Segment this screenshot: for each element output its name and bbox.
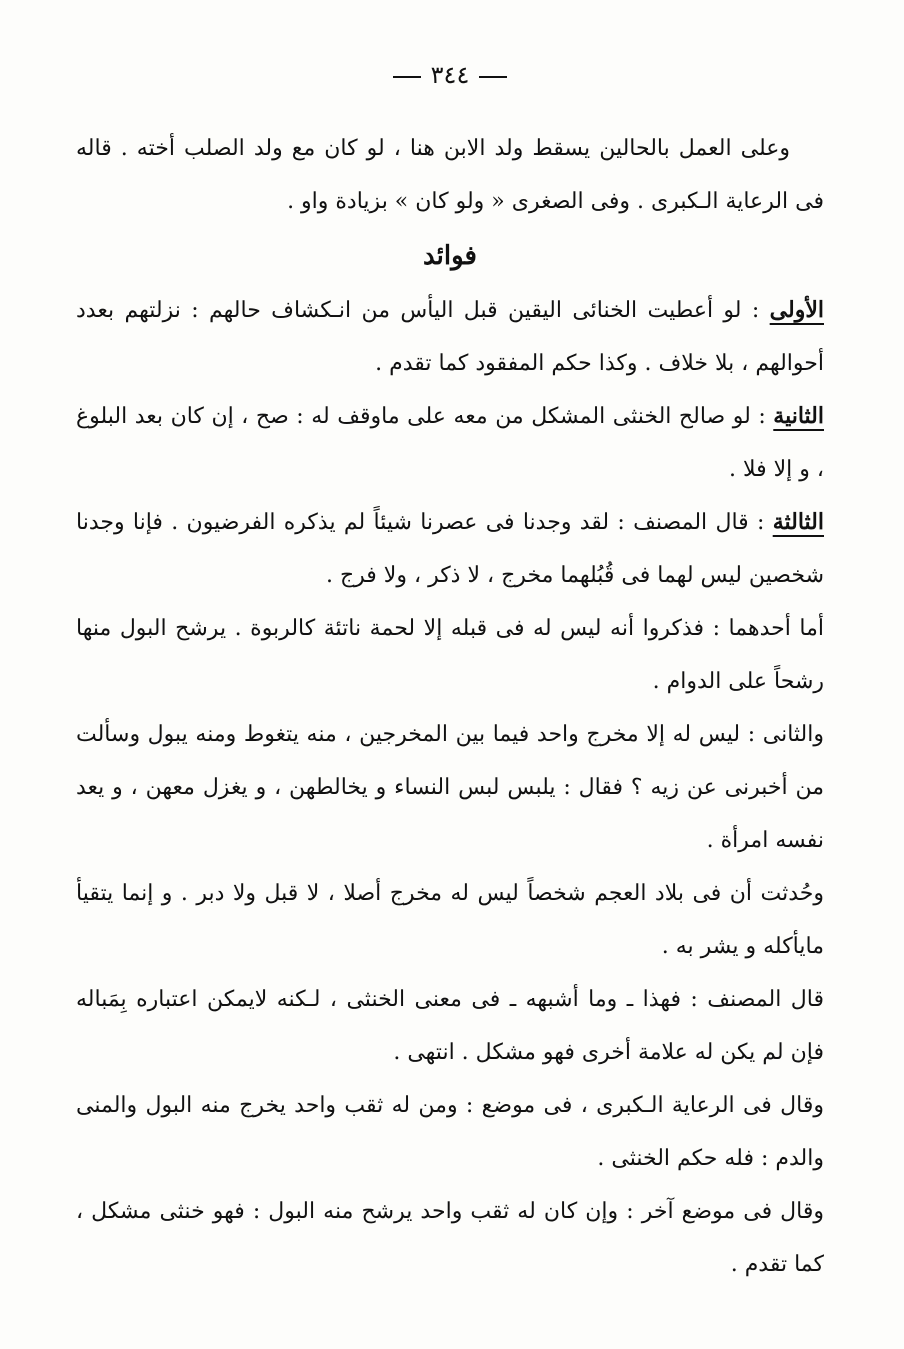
benefit-text: : لو صالح الخنثى المشكل من معه على ماوقف له : صح ، إن كان بعد البلوغ ، و إلا فلا .: [76, 404, 824, 482]
body-paragraph: وحُدثت أن فى بلاد العجم شخصاً ليس له مخرج أصلا ، لا قبل ولا دبر . و إنما يتقيأ مايأكله و يشر به .: [76, 881, 824, 959]
benefit-first: [76, 284, 824, 390]
body-paragraph: وقال فى موضع آخر : وإن كان له ثقب واحد يرشح منه البول : فهو خنثى مشكل ، كما تقدم .: [76, 1199, 824, 1277]
benefit-text: : لو أعطيت الخنائى اليقين قبل اليأس من انـكشاف حالهم : نزلتهم بعدد أحوالهم ، بلا خلاف . وكذا حكم المفقود كما تقدم .: [76, 298, 824, 376]
body-paragraph: أما أحدهما : فذكروا أنه ليس له فى قبله إلا لحمة ناتئة كالربوة . يرشح البول منها رشحاً على الدوام .: [76, 616, 824, 694]
benefit-third: [76, 496, 824, 602]
benefit-second: [76, 390, 824, 496]
body-paragraph: وقال فى الرعاية الـكبرى ، فى موضع : ومن له ثقب واحد يخرج منه البول والمنى والدم : فله حكم الخنثى .: [76, 1093, 824, 1171]
right-dash: [479, 76, 507, 78]
benefit-text: : قال المصنف : لقد وجدنا فى عصرنا شيئاً لم يذكره الفرضيون . فإنا وجدنا شخصين ليس لهما فى قُبُلهما مخرج ، لا ذكر ، ولا فرج .: [76, 510, 824, 588]
body-paragraph: والثانى : ليس له إلا مخرج واحد فيما بين المخرجين ، منه يتغوط ومنه يبول وسألت من أخبرنى عن زيه ؟ فقال : يلبس لبس النساء و يخالطهن ، و يغزل معهن ، و يعد نفسه امرأة .: [76, 722, 824, 853]
benefit-term: الأولى: [769, 297, 824, 323]
body-paragraph: قال المصنف : فهذا ـ وما أشبهه ـ فى معنى الخنثى ، لـكنه لايمكن اعتباره بِمَباله فإن لم يكن له علامة أخرى فهو مشكل . انتهى .: [76, 987, 824, 1065]
intro-paragraph: وعلى العمل بالحالين يسقط ولد الابن هنا ، لو كان مع ولد الصلب أخته . قاله فى الرعاية الـكبرى . وفى الصغرى « ولو كان » بزيادة واو .: [76, 136, 824, 214]
benefit-term: الثانية: [773, 403, 824, 429]
benefit-term: الثالثة: [772, 509, 824, 535]
page-number: ٣٤٤: [430, 61, 470, 89]
page-number-header: [76, 60, 824, 90]
left-dash: [393, 76, 421, 78]
section-heading: فوائد: [423, 241, 477, 271]
